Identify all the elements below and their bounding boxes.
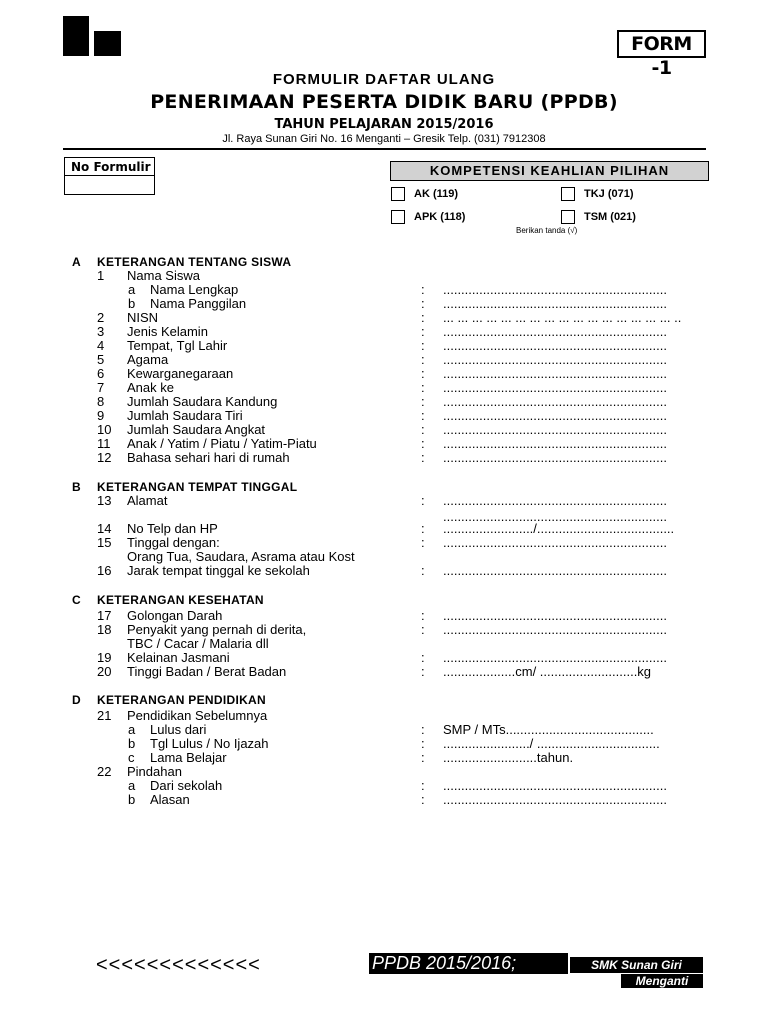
- field-label: Alasan: [150, 792, 190, 807]
- form-row: [0, 494, 768, 508]
- field-label: Tinggal dengan:: [127, 535, 220, 550]
- field-input[interactable]: ..............................................................: [443, 622, 667, 637]
- form-row: [0, 451, 768, 465]
- field-colon: :: [421, 778, 425, 793]
- item-number: 3: [97, 324, 105, 339]
- item-number: 7: [97, 380, 105, 395]
- form-row: [0, 437, 768, 451]
- item-number: a: [128, 722, 136, 737]
- form-row: [0, 564, 768, 578]
- field-input[interactable]: ..............................................................: [443, 493, 667, 508]
- field-input[interactable]: ..............................................................: [443, 650, 667, 665]
- form-row: [0, 737, 768, 751]
- field-colon: :: [421, 664, 425, 679]
- form-row: [0, 609, 768, 623]
- form-row: [0, 381, 768, 395]
- field-input[interactable]: ..............................................................: [443, 778, 667, 793]
- field-input[interactable]: ..............................................................: [443, 535, 667, 550]
- field-colon: :: [421, 352, 425, 367]
- checkbox-apk[interactable]: [391, 210, 405, 224]
- item-number: 9: [97, 408, 105, 423]
- field-colon: :: [421, 521, 425, 536]
- field-label: Penyakit yang pernah di derita,: [127, 622, 307, 637]
- field-input[interactable]: ..........................tahun.: [443, 750, 574, 765]
- form-row: [0, 423, 768, 437]
- item-number: 12: [97, 450, 112, 465]
- form-row: [0, 665, 768, 679]
- item-number: 8: [97, 394, 105, 409]
- item-number: 10: [97, 422, 112, 437]
- section-title: KETERANGAN PENDIDIKAN: [97, 693, 266, 707]
- form-row: [0, 637, 768, 651]
- field-input[interactable]: ..............................................................: [443, 380, 667, 395]
- section-letter: B: [72, 480, 81, 494]
- option-tkj-label: TKJ (071): [584, 188, 634, 200]
- form-row: [0, 651, 768, 665]
- field-label: Alamat: [127, 493, 168, 508]
- item-number: b: [128, 792, 136, 807]
- form-row: [0, 779, 768, 793]
- form-row: [0, 297, 768, 311]
- item-number: 4: [97, 338, 105, 353]
- field-input[interactable]: ..............................................................: [443, 352, 667, 367]
- section-title: KETERANGAN TENTANG SISWA: [97, 255, 292, 269]
- field-label: Dari sekolah: [150, 778, 223, 793]
- form-row: [0, 325, 768, 339]
- field-label: Tempat, Tgl Lahir: [127, 338, 228, 353]
- field-label: Jenis Kelamin: [127, 324, 208, 339]
- form-row: [0, 522, 768, 536]
- section-title: KETERANGAN TEMPAT TINGGAL: [97, 480, 298, 494]
- checkbox-ak[interactable]: [391, 187, 405, 201]
- field-colon: :: [421, 408, 425, 423]
- field-input[interactable]: ..............................................................: [443, 282, 667, 297]
- form-row: [0, 709, 768, 723]
- field-label: Golongan Darah: [127, 608, 223, 623]
- field-colon: :: [421, 296, 425, 311]
- logo-block-large: [63, 16, 89, 56]
- section-letter: C: [72, 593, 81, 607]
- form-row: [0, 409, 768, 423]
- field-label: Kewarganegaraan: [127, 366, 234, 381]
- field-label: No Telp dan HP: [127, 521, 218, 536]
- field-label: Pendidikan Sebelumnya: [127, 708, 268, 723]
- section-header: [0, 480, 768, 494]
- no-formulir-label: No Formulir: [65, 158, 154, 176]
- section-letter: D: [72, 693, 81, 707]
- header-divider: [63, 148, 706, 150]
- checkbox-tsm[interactable]: [561, 210, 575, 224]
- field-input[interactable]: ..............................................................: [443, 792, 667, 807]
- field-input[interactable]: ..............................................................: [443, 563, 667, 578]
- field-colon: :: [421, 792, 425, 807]
- form-row: [0, 283, 768, 297]
- item-number: 17: [97, 608, 112, 623]
- kompetensi-title: KOMPETENSI KEAHLIAN PILIHAN: [390, 161, 709, 181]
- field-input[interactable]: ....................cm/ ...........................kg: [443, 664, 652, 679]
- form-row: [0, 269, 768, 283]
- field-colon: :: [421, 622, 425, 637]
- logo-block-small: [94, 31, 121, 56]
- form-row: [0, 395, 768, 409]
- field-colon: :: [421, 722, 425, 737]
- school-year: TAHUN PELAJARAN 2015/2016: [274, 117, 494, 132]
- form-row: [0, 751, 768, 765]
- field-input[interactable]: ..............................................................: [443, 608, 667, 623]
- field-colon: :: [421, 380, 425, 395]
- field-label: Orang Tua, Saudara, Asrama atau Kost: [127, 549, 355, 564]
- field-label: TBC / Cacar / Malaria dll: [127, 636, 269, 651]
- footer-arrows: <<<<<<<<<<<<<: [96, 954, 261, 976]
- field-colon: :: [421, 394, 425, 409]
- field-colon: :: [421, 310, 425, 325]
- field-label: Jumlah Saudara Angkat: [127, 422, 266, 437]
- field-input[interactable]: ..............................................................: [443, 436, 667, 451]
- section-header: [0, 255, 768, 269]
- field-label: Tgl Lulus / No Ijazah: [150, 736, 269, 751]
- field-label: Kelainan Jasmani: [127, 650, 230, 665]
- form-row: [0, 339, 768, 353]
- item-number: 6: [97, 366, 105, 381]
- field-colon: :: [421, 535, 425, 550]
- field-colon: :: [421, 324, 425, 339]
- item-number: 16: [97, 563, 112, 578]
- item-number: 1: [97, 268, 105, 283]
- field-label: Anak / Yatim / Piatu / Yatim-Piatu: [127, 436, 317, 451]
- footer-school-name: SMK Sunan Giri: [570, 957, 703, 973]
- field-label: Nama Lengkap: [150, 282, 239, 297]
- field-input[interactable]: ... ... ... ... ... ... ... ... ... ... ... ... ... ... ... ... ..: [443, 310, 682, 325]
- form-row: [0, 367, 768, 381]
- field-label: Nama Panggilan: [150, 296, 247, 311]
- form-row: [0, 311, 768, 325]
- no-formulir-box: [64, 157, 155, 195]
- field-input[interactable]: ..............................................................: [443, 450, 667, 465]
- field-label: Jumlah Saudara Tiri: [127, 408, 243, 423]
- form-row: [0, 765, 768, 779]
- field-label: Pindahan: [127, 764, 182, 779]
- item-number: 22: [97, 764, 112, 779]
- field-label: Lama Belajar: [150, 750, 227, 765]
- field-label: NISN: [127, 310, 159, 325]
- check-instruction: Berikan tanda (√): [516, 226, 578, 235]
- section-header: [0, 693, 768, 707]
- field-colon: :: [421, 563, 425, 578]
- checkbox-tkj[interactable]: [561, 187, 575, 201]
- footer-school-location: Menganti: [621, 974, 703, 988]
- field-colon: :: [421, 422, 425, 437]
- form-heading: PENERIMAAN PESERTA DIDIK BARU (PPDB): [150, 91, 618, 113]
- section-letter: A: [72, 255, 81, 269]
- field-input[interactable]: ..............................................................: [443, 422, 667, 437]
- item-number: 19: [97, 650, 112, 665]
- field-colon: :: [421, 282, 425, 297]
- field-input[interactable]: ..............................................................: [443, 408, 667, 423]
- section-title: KETERANGAN KESEHATAN: [97, 593, 264, 607]
- field-input[interactable]: ..............................................................: [443, 338, 667, 353]
- field-input[interactable]: ..............................................................: [443, 366, 667, 381]
- field-colon: :: [421, 650, 425, 665]
- field-colon: :: [421, 493, 425, 508]
- field-colon: :: [421, 338, 425, 353]
- field-label: Bahasa sehari hari di rumah: [127, 450, 290, 465]
- item-number: b: [128, 736, 136, 751]
- field-colon: :: [421, 436, 425, 451]
- field-input[interactable]: ......................../ ..................................: [443, 736, 660, 751]
- field-label: Jarak tempat tinggal ke sekolah: [127, 563, 310, 578]
- form-row: [0, 550, 768, 564]
- field-input[interactable]: ..............................................................: [443, 509, 667, 524]
- field-colon: :: [421, 450, 425, 465]
- option-apk-label: APK (118): [414, 211, 466, 223]
- field-label: Agama: [127, 352, 169, 367]
- item-number: 13: [97, 493, 112, 508]
- field-colon: :: [421, 750, 425, 765]
- field-input[interactable]: ..............................................................: [443, 296, 667, 311]
- school-address: Jl. Raya Sunan Giri No. 16 Menganti – Gresik Telp. (031) 7912308: [222, 133, 546, 145]
- item-number: 20: [97, 664, 112, 679]
- item-number: 15: [97, 535, 112, 550]
- field-input[interactable]: ..............................................................: [443, 394, 667, 409]
- item-number: a: [128, 778, 136, 793]
- field-colon: :: [421, 736, 425, 751]
- item-number: 2: [97, 310, 105, 325]
- item-number: a: [128, 282, 136, 297]
- form-number-badge: FORM -1: [617, 30, 706, 58]
- field-input[interactable]: SMP / MTs.........................................: [443, 722, 654, 737]
- option-tsm-label: TSM (021): [584, 211, 636, 223]
- field-input[interactable]: ........................./......................................: [443, 521, 675, 536]
- form-row: [0, 623, 768, 637]
- section-header: [0, 593, 768, 607]
- field-colon: :: [421, 366, 425, 381]
- form-title: FORMULIR DAFTAR ULANG: [272, 71, 496, 88]
- item-number: 5: [97, 352, 105, 367]
- field-input[interactable]: ..............................................................: [443, 324, 667, 339]
- footer-ppdb-label: PPDB 2015/2016;: [369, 953, 568, 974]
- item-number: 18: [97, 622, 112, 637]
- item-number: 14: [97, 521, 112, 536]
- item-number: c: [128, 750, 135, 765]
- item-number: 21: [97, 708, 112, 723]
- option-ak-label: AK (119): [414, 188, 459, 200]
- field-label: Tinggi Badan / Berat Badan: [127, 664, 287, 679]
- form-row: [0, 353, 768, 367]
- form-row: [0, 793, 768, 807]
- field-label: Anak ke: [127, 380, 174, 395]
- item-number: b: [128, 296, 136, 311]
- form-row: [0, 536, 768, 550]
- no-formulir-field[interactable]: [65, 177, 154, 194]
- field-label: Jumlah Saudara Kandung: [127, 394, 278, 409]
- field-label: Nama Siswa: [127, 268, 200, 283]
- item-number: 11: [97, 436, 111, 451]
- field-colon: :: [421, 608, 425, 623]
- field-label: Lulus dari: [150, 722, 207, 737]
- form-row: [0, 723, 768, 737]
